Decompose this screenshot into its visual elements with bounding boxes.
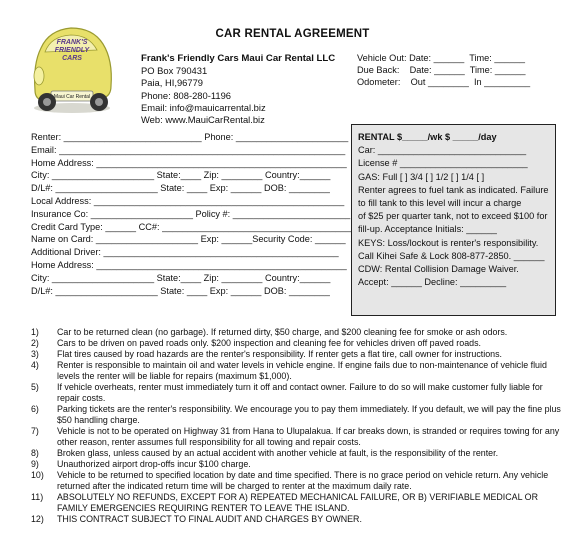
term-text: ABSOLUTELY NO REFUNDS, EXCEPT FOR A) REPEATED MECHANICAL FAILURE, OR B) VERIFIABLE MEDICAL OR FAMILY EMERGENCIES REQUIRING RENTER TO LEAVE THE ISLAND. [57,492,538,513]
term-number: 8) [31,448,39,458]
fuel-text: Renter agrees to fuel tank as indicated. Failure [358,184,549,195]
license-line[interactable]: License # _________________________ [358,158,528,169]
term-number: 1) [31,327,39,337]
term-number: 3) [31,349,39,359]
term-item [31,492,565,514]
keys-line: KEYS: Loss/lockout is renter's responsibility. [358,237,539,248]
logo-plate-text: Maui Car Rental [53,94,91,100]
term-item [31,514,565,525]
fuel-text: to fill tank to this level will incur a charge [358,197,522,208]
company-line: Paia, HI,96779 [141,77,204,89]
term-item [31,349,565,360]
term-item [31,360,565,382]
term-item [31,327,565,338]
logo-text-1: FRANK'S [56,39,88,46]
fuel-initials[interactable]: fill-up. Acceptance Initials: ______ [358,224,497,235]
term-text: Renter is responsible to maintain oil and water levels in vehicle engine. If engine fails due to non-maintenance of vehicle fluid levels the renter will be liable for repairs (maximum $1,000). [57,360,547,381]
gas-line[interactable]: GAS: Full [ ] 3/4 [ ] 1/2 [ ] 1/4 [ ] [358,171,485,182]
term-number: 7) [31,426,39,436]
term-number: 9) [31,459,39,469]
term-number: 2) [31,338,39,348]
term-number: 10) [31,470,44,480]
car-logo [27,24,117,116]
term-number: 4) [31,360,39,370]
name-on-card-field[interactable]: Name on Card: ____________________ Exp: ______Security Code: ______ [31,234,346,245]
term-item [31,459,565,470]
term-item [31,382,565,404]
term-number: 12) [31,514,44,524]
renter-form [31,131,351,297]
logo-text-2: FRIENDLY [54,47,90,54]
additional-driver-field[interactable]: Additional Driver: ______________________________________________ [31,247,339,258]
vehicle-out-line[interactable]: Vehicle Out: Date: ______ Time: ______ [357,53,526,63]
odometer-line[interactable]: Odometer: Out ________ In _________ [357,76,531,87]
term-number: 6) [31,404,39,414]
driver-home-address-field[interactable]: Home Address: _________________________________________________ [31,259,347,270]
car-line[interactable]: Car: _____________________________ [358,145,527,156]
credit-card-field[interactable]: Credit Card Type: ______ CC#: _____________________________________ [31,221,352,232]
company-line: Web: www.MauiCarRental.biz [141,114,265,126]
dl-field[interactable]: D/L#: ____________________ State: ____ Exp: ______ DOB: ________ [31,183,330,194]
company-name: Frank's Friendly Cars Maui Car Rental LLC [141,53,336,64]
company-line: PO Box 790431 [141,65,208,77]
city-field[interactable]: City: ____________________ State:____ Zip: ________ Country:______ [31,170,331,181]
term-text: THIS CONTRACT SUBJECT TO FINAL AUDIT AND CHARGES BY OWNER. [57,514,362,524]
logo-text-3: CARS [62,55,82,62]
home-address-field[interactable]: Home Address: _________________________________________________ [31,157,347,168]
driver-city-field[interactable]: City: ____________________ State:____ Zip: ________ Country:______ [31,272,331,283]
renter-field[interactable]: Renter: ___________________________ Phone: ______________________ [31,132,349,142]
term-text: Car to be returned clean (no garbage). If returned dirty, $50 charge, and $200 cleaning fee for smoke or ash odors. [57,327,508,337]
term-text: Parking tickets are the renter's responsibility. We encourage you to pay them immediately. If you default, we will pay the fine plus $50 handling charge. [57,404,561,425]
rental-rate-line[interactable]: RENTAL $_____/wk $ _____/day [358,132,497,142]
term-item [31,470,565,492]
term-text: Vehicle is not to be operated on Highway 31 from Hana to Ulupalakua. If car breaks down, is stranded or requires towing for any other reason, renter assumes full responsibility for all towing and repair costs. [57,426,560,447]
company-line: Email: info@mauicarrental.biz [141,101,266,113]
term-text: Unauthorized airport drop-offs incur $100 charge. [57,459,251,469]
due-back-line[interactable]: Due Back: Date: ______ Time: ______ [357,64,526,75]
vehicle-times [357,53,530,88]
insurance-field[interactable]: Insurance Co: ____________________ Policy #: _______________________ [31,208,351,219]
email-field[interactable]: Email: ________________________________________________________ [31,144,346,155]
term-text: Cars to be driven on paved roads only. $200 inspection and cleaning fee for vehicles driven off paved roads. [57,338,481,348]
local-address-field[interactable]: Local Address: _________________________________________________ [31,195,345,206]
fuel-text: of $25 per quarter tank, not to exceed $100 for [358,211,548,222]
term-item [31,404,565,426]
term-item [31,448,565,459]
terms-list [31,327,565,525]
keys-call-line[interactable]: Call Kihei Safe & Lock 808-877-2850. ______ [358,250,545,261]
term-number: 11) [31,492,44,502]
term-item [31,338,565,349]
driver-dl-field[interactable]: D/L#: ____________________ State: ____ Exp: ______ DOB: ________ [31,285,330,296]
document-title: CAR RENTAL AGREEMENT [215,28,370,40]
term-text: If vehicle overheats, renter must immediately turn it off and contact owner. Failure to do so will make customer fully liable for repair costs. [57,382,543,403]
accept-decline-line[interactable]: Accept: ______ Decline: _________ [358,277,507,288]
cdw-line: CDW: Rental Collision Damage Waiver. [358,263,519,274]
term-number: 5) [31,382,39,392]
term-text: Flat tires caused by road hazards are the renter's responsibility. If renter gets a flat tire, call owner for instructions. [57,349,502,359]
term-text: Broken glass, unless caused by an actual accident with another vehicle at fault, is the responsibility of the renter. [57,448,499,458]
term-item [31,426,565,448]
rental-terms-box [351,124,556,316]
term-text: Vehicle to be returned to specified location by date and time specified. There is no grace period on vehicle return. Any vehicle returned after the indicated return time will be charged to renter at the maximum daily rate. [57,470,549,491]
company-line: Phone: 808-280-1196 [141,89,232,101]
company-info [141,53,335,126]
